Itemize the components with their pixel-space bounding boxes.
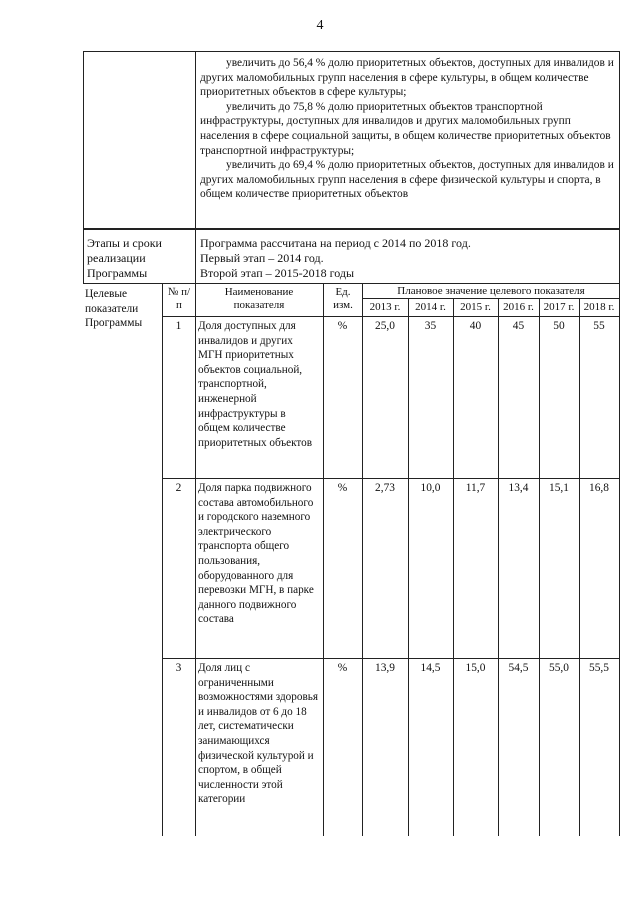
goal-culture: увеличить до 56,4 % долю приоритетных объектов, доступных для инвалидов и других маломобильных групп населения в сфере культуры, в общем количестве приоритетных объектов в сфере культуры; (200, 57, 614, 99)
row1-value-2015: 40 (469, 320, 482, 332)
row1-unit: % (337, 320, 348, 332)
row1-name: Доля доступных для инвалидов и других МГН приоритетных объектов социальной, транспортной, инженерной инфраструктуры в общем количестве приоритетных объектов (198, 320, 313, 449)
row3-num: 3 (175, 662, 182, 674)
header-year-2015: 2015 г. (460, 301, 491, 313)
stages-text (200, 236, 614, 280)
stages-line-1: Программа рассчитана на период с 2014 по 2018 год. (200, 236, 471, 250)
table-line-plan-split (362, 298, 620, 299)
row3-value-2016: 54,5 (508, 662, 529, 674)
row2-value-2014: 10,0 (420, 482, 441, 494)
header-year-2017: 2017 г. (543, 301, 575, 313)
table-line-name-left (195, 284, 196, 836)
table-line-y2 (453, 298, 454, 836)
row1-value-2016: 45 (512, 320, 525, 332)
table-line-header-bottom (162, 316, 620, 317)
indicators-label: Целевые показатели Программы (85, 288, 143, 330)
row2-value-2013: 2,73 (375, 482, 395, 494)
table-line-unit-left (323, 284, 324, 836)
header-unit: Ед. изм. (333, 286, 353, 311)
row2-value-2017: 15,1 (549, 482, 569, 494)
header-year-2014: 2014 г. (415, 301, 446, 313)
row1-value-2017: 50 (553, 320, 565, 332)
stages-line-3: Второй этап – 2015-2018 годы (200, 265, 355, 280)
stages-divider (195, 229, 196, 284)
row3-value-2015: 15,0 (465, 662, 486, 674)
page-number: 4 (316, 18, 324, 33)
top-section-text (200, 56, 614, 202)
row1-num: 1 (175, 320, 182, 332)
row2-name: Доля парка подвижного состава автомобильного и городского наземного электрического транспорта общего пользования, оборудованного для перевозки МГН, в парке данного подвижного состава (198, 482, 314, 626)
row3-value-2013: 13,9 (375, 662, 395, 674)
table-line-y5 (579, 298, 580, 836)
row3-value-2014: 14,5 (420, 662, 441, 674)
row1-value-2014: 35 (424, 320, 437, 332)
table-line-row2-bottom (162, 658, 620, 659)
row1-value-2018: 55 (593, 320, 605, 332)
stages-label: Этапы и сроки реализации Программы (87, 236, 162, 280)
row2-value-2018: 16,8 (589, 482, 609, 494)
header-num: № п/п (167, 286, 191, 311)
row3-value-2017: 55,0 (549, 662, 569, 674)
row2-value-2015: 11,7 (465, 482, 486, 494)
goal-sport: увеличить до 69,4 % долю приоритетных объектов, доступных для инвалидов и других маломобильных групп населения в сфере физической культуры и спорта, в общем количестве приоритетных объектов (200, 159, 614, 201)
table-line-y4 (539, 298, 540, 836)
table-line-plan-left (362, 284, 363, 836)
row3-unit: % (337, 662, 348, 674)
stages-line-2: Первый этап – 2014 год. (200, 250, 324, 265)
row2-unit: % (337, 482, 348, 494)
header-plan: Плановое значение целевого показателя (397, 285, 585, 297)
row1-value-2013: 25,0 (375, 320, 395, 332)
table-line-y1 (408, 298, 409, 836)
row2-num: 2 (175, 482, 182, 494)
row3-value-2018: 55,5 (589, 662, 609, 674)
row2-value-2016: 13,4 (508, 482, 529, 494)
header-name: Наименование показателя (224, 286, 294, 311)
top-section-divider (195, 51, 196, 229)
table-line-y3 (498, 298, 499, 836)
header-year-2013: 2013 г. (369, 301, 401, 313)
row3-name: Доля лиц с ограниченными возможностями здоровья и инвалидов от 6 до 18 лет, систематически занимающихся физической культурой и спортом, в общей численности этой категории (198, 662, 318, 806)
table-line-right (619, 284, 620, 836)
goal-transport: увеличить до 75,8 % долю приоритетных объектов транспортной инфраструктуры, доступных для инвалидов и других маломобильных групп населения в сфере социальной защиты, в общем количестве приоритетных объектов транспортной инфраструктуры; (200, 100, 611, 157)
table-line-num-left (162, 284, 163, 836)
header-year-2016: 2016 г. (503, 301, 534, 313)
table-line-row1-bottom (162, 478, 620, 479)
header-year-2018: 2018 г. (583, 301, 615, 313)
